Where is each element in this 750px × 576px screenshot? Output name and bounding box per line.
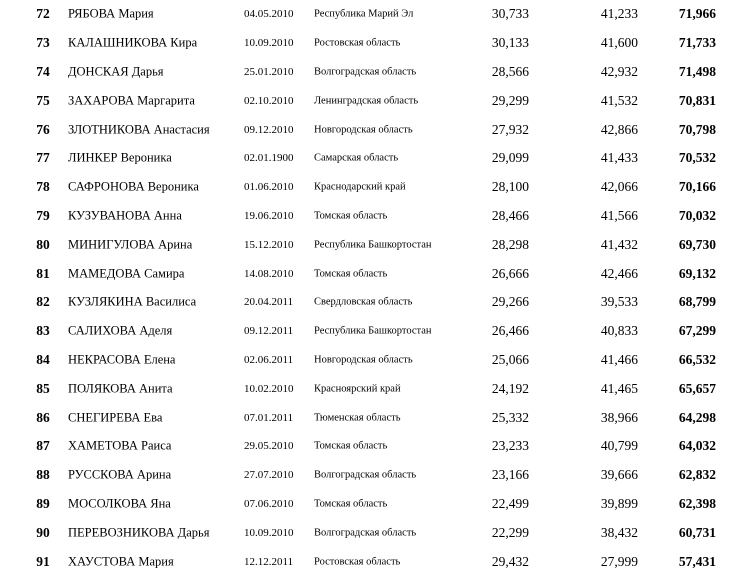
- score-1-cell: 29,432: [491, 553, 529, 569]
- athlete-name-cell: КУЗЛЯКИНА Василиса: [68, 294, 197, 309]
- region-cell: Томская область: [314, 498, 388, 510]
- birth-date-cell: 07.06.2010: [244, 497, 294, 510]
- birth-date-cell: 10.02.2010: [244, 382, 294, 395]
- athlete-name-cell: МАМЕДОВА Самира: [68, 266, 185, 281]
- score-1-cell: 23,233: [491, 438, 529, 454]
- athlete-name-cell: САЛИХОВА Аделя: [68, 323, 173, 338]
- total-score-cell: 71,966: [678, 6, 716, 22]
- region-cell: Новгородская область: [314, 124, 413, 136]
- birth-date-cell: 02.06.2011: [244, 353, 294, 366]
- rank-cell: 75: [36, 92, 50, 108]
- region-cell: Ростовская область: [314, 556, 401, 568]
- region-cell: Республика Башкортостан: [314, 239, 432, 251]
- total-score-cell: 68,799: [678, 294, 716, 310]
- rank-cell: 84: [36, 351, 50, 367]
- birth-date-cell: 10.09.2010: [244, 526, 294, 539]
- athlete-name-cell: ЗЛОТНИКОВА Анастасия: [68, 122, 210, 137]
- total-score-cell: 64,032: [678, 438, 716, 454]
- birth-date-cell: 27.07.2010: [244, 469, 294, 482]
- score-2-cell: 41,433: [600, 150, 638, 166]
- athlete-name-cell: ПЕРЕВОЗНИКОВА Дарья: [68, 525, 210, 540]
- athlete-name-cell: КУЗУВАНОВА Анна: [68, 208, 182, 223]
- table-row: [0, 432, 750, 461]
- birth-date-cell: 12.12.2011: [244, 555, 294, 568]
- score-2-cell: 42,466: [600, 265, 638, 281]
- score-2-cell: 41,566: [600, 207, 638, 223]
- table-row: [0, 374, 750, 403]
- region-cell: Республика Башкортостан: [314, 325, 432, 337]
- table-row: [0, 29, 750, 58]
- score-1-cell: 27,932: [491, 121, 529, 137]
- total-score-cell: 71,498: [678, 63, 716, 79]
- score-2-cell: 41,600: [600, 35, 638, 51]
- birth-date-cell: 10.09.2010: [244, 37, 294, 50]
- table-row: [0, 0, 750, 29]
- rank-cell: 77: [36, 150, 50, 166]
- athlete-name-cell: ПОЛЯКОВА Анита: [68, 381, 173, 396]
- rank-cell: 81: [36, 265, 50, 281]
- total-score-cell: 69,730: [678, 236, 716, 252]
- score-1-cell: 30,733: [491, 6, 529, 22]
- score-2-cell: 41,465: [600, 380, 638, 396]
- score-1-cell: 22,299: [491, 524, 529, 540]
- region-cell: Волгоградская область: [314, 469, 417, 481]
- score-2-cell: 41,532: [600, 92, 638, 108]
- score-2-cell: 38,966: [600, 409, 638, 425]
- region-cell: Томская область: [314, 210, 388, 222]
- table-row: [0, 144, 750, 173]
- score-2-cell: 41,466: [600, 351, 638, 367]
- score-1-cell: 28,298: [491, 236, 529, 252]
- region-cell: Краснодарский край: [314, 181, 406, 193]
- birth-date-cell: 09.12.2010: [244, 123, 294, 136]
- table-row: [0, 173, 750, 202]
- athlete-name-cell: МОСОЛКОВА Яна: [68, 496, 171, 511]
- rank-cell: 83: [36, 323, 50, 339]
- table-row: [0, 115, 750, 144]
- rank-cell: 87: [36, 438, 50, 454]
- athlete-name-cell: РЯБОВА Мария: [68, 6, 154, 21]
- athlete-name-cell: МИНИГУЛОВА Арина: [68, 237, 193, 252]
- rank-cell: 74: [36, 63, 50, 79]
- birth-date-cell: 19.06.2010: [244, 209, 294, 222]
- total-score-cell: 70,532: [678, 150, 716, 166]
- region-cell: Ленинградская область: [314, 95, 419, 107]
- rank-cell: 80: [36, 236, 50, 252]
- rank-cell: 89: [36, 495, 50, 511]
- score-1-cell: 23,166: [491, 467, 529, 483]
- athlete-name-cell: ЛИНКЕР Вероника: [68, 150, 172, 165]
- score-1-cell: 29,266: [491, 294, 529, 310]
- birth-date-cell: 15.12.2010: [244, 238, 294, 251]
- total-score-cell: 70,166: [678, 179, 716, 195]
- table-row: [0, 259, 750, 288]
- score-2-cell: 42,066: [600, 179, 638, 195]
- total-score-cell: 66,532: [678, 351, 716, 367]
- score-2-cell: 39,533: [600, 294, 638, 310]
- athlete-name-cell: ХАМЕТОВА Раиса: [68, 438, 172, 453]
- rank-cell: 86: [36, 409, 50, 425]
- score-1-cell: 24,192: [491, 380, 529, 396]
- region-cell: Красноярский край: [314, 383, 401, 395]
- score-1-cell: 26,466: [491, 323, 529, 339]
- birth-date-cell: 25.01.2010: [244, 65, 294, 78]
- table-row: [0, 403, 750, 432]
- birth-date-cell: 29.05.2010: [244, 440, 294, 453]
- score-2-cell: 41,432: [600, 236, 638, 252]
- region-cell: Томская область: [314, 268, 388, 280]
- total-score-cell: 57,431: [678, 553, 716, 569]
- birth-date-cell: 02.10.2010: [244, 94, 294, 107]
- athlete-name-cell: ЗАХАРОВА Маргарита: [68, 93, 195, 108]
- table-row: [0, 86, 750, 115]
- rank-cell: 82: [36, 294, 50, 310]
- athlete-name-cell: САФРОНОВА Вероника: [68, 179, 199, 194]
- score-2-cell: 38,432: [600, 524, 638, 540]
- region-cell: Самарская область: [314, 152, 399, 164]
- table-row: [0, 288, 750, 317]
- score-1-cell: 25,066: [491, 351, 529, 367]
- total-score-cell: 70,831: [678, 92, 716, 108]
- score-2-cell: 40,799: [600, 438, 638, 454]
- score-2-cell: 27,999: [600, 553, 638, 569]
- table-row: [0, 202, 750, 231]
- total-score-cell: 71,733: [678, 35, 716, 51]
- score-2-cell: 42,866: [600, 121, 638, 137]
- total-score-cell: 62,398: [678, 495, 716, 511]
- rank-cell: 85: [36, 380, 50, 396]
- athlete-name-cell: НЕКРАСОВА Елена: [68, 352, 176, 367]
- score-1-cell: 25,332: [491, 409, 529, 425]
- birth-date-cell: 09.12.2011: [244, 325, 294, 338]
- score-1-cell: 28,566: [491, 63, 529, 79]
- score-1-cell: 28,100: [491, 179, 529, 195]
- region-cell: Свердловская область: [314, 296, 413, 308]
- table-row: [0, 518, 750, 547]
- region-cell: Республика Марий Эл: [314, 8, 414, 20]
- total-score-cell: 70,032: [678, 207, 716, 223]
- rank-cell: 72: [36, 6, 50, 22]
- score-1-cell: 26,666: [491, 265, 529, 281]
- rank-cell: 78: [36, 179, 50, 195]
- athlete-name-cell: ДОНСКАЯ Дарья: [68, 64, 164, 79]
- athlete-name-cell: СНЕГИРЕВА Ева: [68, 410, 163, 425]
- table-row: [0, 490, 750, 519]
- region-cell: Волгоградская область: [314, 527, 417, 539]
- rank-cell: 91: [36, 553, 50, 569]
- total-score-cell: 62,832: [678, 467, 716, 483]
- athlete-name-cell: КАЛАШНИКОВА Кира: [68, 35, 198, 50]
- table-row: [0, 346, 750, 375]
- score-2-cell: 42,932: [600, 63, 638, 79]
- rank-cell: 88: [36, 467, 50, 483]
- table-row: [0, 317, 750, 346]
- region-cell: Ростовская область: [314, 37, 401, 49]
- birth-date-cell: 01.06.2010: [244, 181, 294, 194]
- birth-date-cell: 02.01.1900: [244, 152, 294, 165]
- athlete-name-cell: РУССКОВА Арина: [68, 467, 172, 482]
- table-row: [0, 547, 750, 576]
- score-2-cell: 41,233: [600, 6, 638, 22]
- total-score-cell: 69,132: [678, 265, 716, 281]
- birth-date-cell: 20.04.2011: [244, 296, 294, 309]
- total-score-cell: 70,798: [678, 121, 716, 137]
- score-2-cell: 40,833: [600, 323, 638, 339]
- birth-date-cell: 04.05.2010: [244, 8, 294, 21]
- region-cell: Новгородская область: [314, 354, 413, 366]
- rank-cell: 79: [36, 207, 50, 223]
- score-2-cell: 39,666: [600, 467, 638, 483]
- rank-cell: 73: [36, 35, 50, 51]
- total-score-cell: 65,657: [678, 380, 716, 396]
- table-row: [0, 461, 750, 490]
- score-1-cell: 22,499: [491, 495, 529, 511]
- total-score-cell: 64,298: [678, 409, 716, 425]
- score-1-cell: 28,466: [491, 207, 529, 223]
- region-cell: Томская область: [314, 440, 388, 452]
- region-cell: Волгоградская область: [314, 66, 417, 78]
- birth-date-cell: 07.01.2011: [244, 411, 294, 424]
- total-score-cell: 67,299: [678, 323, 716, 339]
- athlete-name-cell: ХАУСТОВА Мария: [68, 554, 174, 569]
- score-1-cell: 29,099: [491, 150, 529, 166]
- table-row: [0, 58, 750, 87]
- score-1-cell: 30,133: [491, 35, 529, 51]
- birth-date-cell: 14.08.2010: [244, 267, 294, 280]
- total-score-cell: 60,731: [678, 524, 716, 540]
- score-2-cell: 39,899: [600, 495, 638, 511]
- table-row: [0, 230, 750, 259]
- score-1-cell: 29,299: [491, 92, 529, 108]
- region-cell: Тюменская область: [314, 412, 401, 424]
- rank-cell: 76: [36, 121, 50, 137]
- rank-cell: 90: [36, 524, 50, 540]
